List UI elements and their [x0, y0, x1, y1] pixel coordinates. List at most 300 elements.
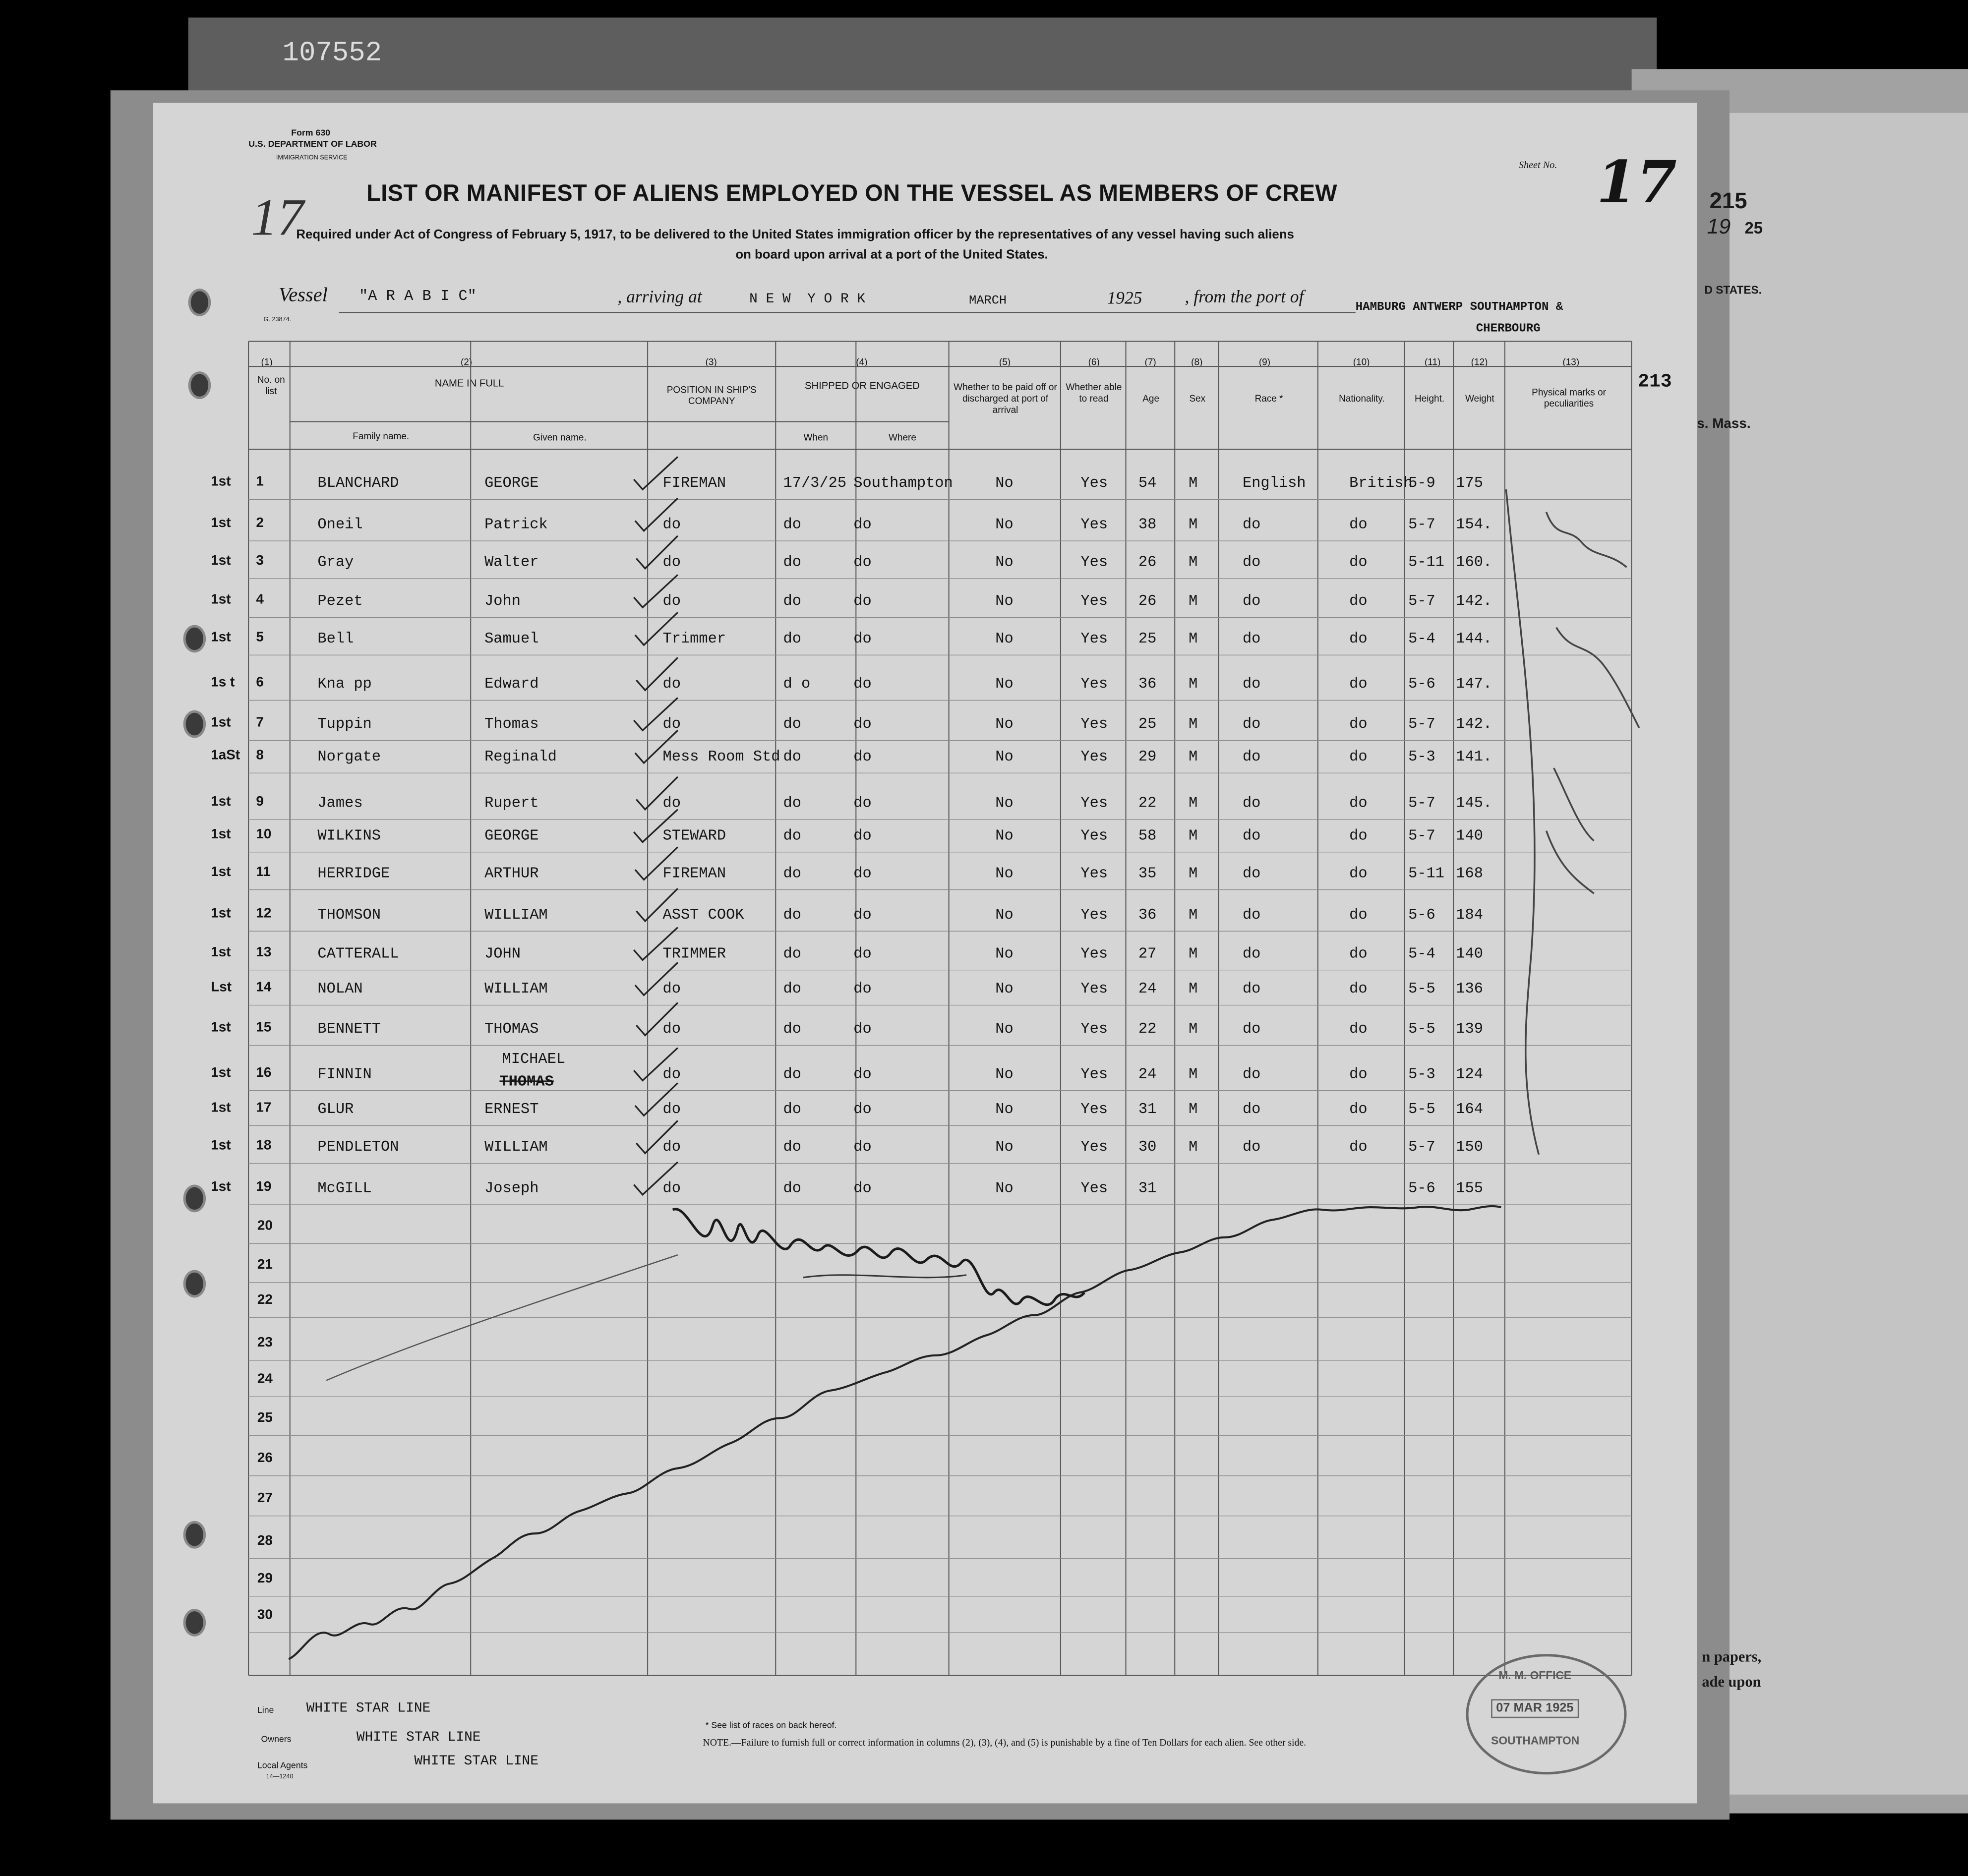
- footer-agents-label: Local Agents: [257, 1761, 308, 1771]
- hw-marks-right: [1506, 489, 1639, 1155]
- cell-height-11: 5-11: [1408, 865, 1444, 882]
- cell-race-3: do: [1242, 553, 1261, 571]
- cell-list-14: Lst: [211, 980, 232, 996]
- cell-race-13: do: [1242, 945, 1261, 963]
- colnum-13: (13): [1562, 356, 1580, 368]
- cell-paid-8: No: [995, 748, 1014, 766]
- from-port-line2: CHERBOURG: [1476, 321, 1541, 335]
- side-frag2: ade upon: [1702, 1673, 1761, 1691]
- col-marks: Physical marks or peculiarities: [1532, 386, 1606, 410]
- cell-where-10: do: [853, 827, 872, 845]
- cell-age-19: 31: [1138, 1179, 1157, 1197]
- cell-weight-6: 147.: [1456, 675, 1492, 693]
- cell-nat-17: do: [1349, 1100, 1368, 1118]
- sheet-label: Sheet No.: [1518, 159, 1557, 171]
- cell-no-10: 10: [256, 827, 272, 842]
- cell-race-17: do: [1242, 1100, 1261, 1118]
- cell-race-5: do: [1242, 630, 1261, 648]
- cell-when-3: do: [783, 553, 801, 571]
- cell-where-2: do: [853, 516, 872, 533]
- cell-when-8: do: [783, 748, 801, 766]
- cell-age-17: 31: [1138, 1100, 1157, 1118]
- col-position: POSITION IN SHIP'S COMPANY: [666, 384, 757, 407]
- cell-given-10: GEORGE: [484, 827, 539, 845]
- cell-where-4: do: [853, 592, 872, 610]
- cell-height-15: 5-5: [1408, 1020, 1435, 1038]
- cell-where-5: do: [853, 630, 872, 648]
- cell-where-11: do: [853, 865, 872, 882]
- cell-nat-11: do: [1349, 865, 1368, 882]
- side-frag1: n papers,: [1702, 1647, 1762, 1665]
- cell-list-16: 1st: [211, 1065, 231, 1081]
- cell-given-6: Edward: [484, 675, 539, 693]
- cell-nat-18: do: [1349, 1138, 1368, 1156]
- cell-family-19: McGILL: [317, 1179, 372, 1197]
- cell-paid-14: No: [995, 980, 1014, 998]
- cell-read-7: Yes: [1080, 715, 1108, 733]
- cell-weight-9: 145.: [1456, 794, 1492, 812]
- vessel-label: Vessel: [278, 285, 328, 306]
- cell-when-14: do: [783, 980, 801, 998]
- col-paid-off: Whether to be paid off or discharged at port of arrival: [954, 381, 1057, 415]
- cell-position-14: do: [662, 980, 681, 998]
- cell-no-5: 5: [256, 630, 264, 645]
- punch-hole-1: [188, 289, 211, 316]
- cell-height-3: 5-11: [1408, 553, 1444, 571]
- cell-when-2: do: [783, 516, 801, 533]
- colnum-8: (8): [1191, 356, 1203, 368]
- cell-nat-13: do: [1349, 945, 1368, 963]
- cell-list-3: 1st: [211, 553, 231, 569]
- cell-when-18: do: [783, 1138, 801, 1156]
- cell-family-7: Tuppin: [317, 715, 372, 733]
- cell-where-7: do: [853, 715, 872, 733]
- cell-no-16: 16: [256, 1065, 272, 1081]
- footer-owners-label: Owners: [261, 1735, 292, 1745]
- cell-age-18: 30: [1138, 1138, 1157, 1156]
- cell-family-5: Bell: [317, 630, 354, 648]
- cell-age-16: 24: [1138, 1065, 1157, 1083]
- manifest-subtitle-2: on board upon arrival at a port of the United States.: [735, 248, 1048, 263]
- cell-no-11: 11: [256, 865, 271, 880]
- cell-paid-18: No: [995, 1138, 1014, 1156]
- cell-when-19: do: [783, 1179, 801, 1197]
- cell-age-14: 24: [1138, 980, 1157, 998]
- empty-row-number-29: 29: [257, 1571, 273, 1586]
- cell-read-4: Yes: [1080, 592, 1108, 610]
- cell-family-12: THOMSON: [317, 906, 381, 924]
- cell-position-3: do: [662, 553, 681, 571]
- cell-sex-3: M: [1189, 553, 1198, 571]
- col-able-read: Whether able to read: [1066, 381, 1122, 405]
- stamp-top: M. M. OFFICE: [1498, 1669, 1572, 1682]
- cell-given-12: WILLIAM: [484, 906, 548, 924]
- cell-no-6: 6: [256, 675, 264, 691]
- cell-where-14: do: [853, 980, 872, 998]
- cell-sex-11: M: [1189, 865, 1198, 882]
- cell-height-5: 5-4: [1408, 630, 1435, 648]
- empty-row-number-22: 22: [257, 1292, 273, 1308]
- cell-sex-4: M: [1189, 592, 1198, 610]
- punch-hole-2: [188, 371, 211, 399]
- cell-sex-6: M: [1189, 675, 1198, 693]
- cell-read-16: Yes: [1080, 1065, 1108, 1083]
- cell-read-1: Yes: [1080, 474, 1108, 492]
- cell-height-8: 5-3: [1408, 748, 1435, 766]
- cell-no-1: 1: [256, 474, 264, 490]
- cell-no-9: 9: [256, 794, 264, 810]
- cell-weight-11: 168: [1456, 865, 1483, 882]
- cell-where-17: do: [853, 1100, 872, 1118]
- signature-murphy: [673, 1209, 1084, 1305]
- cell-paid-2: No: [995, 516, 1014, 533]
- side-states: D STATES.: [1704, 284, 1762, 296]
- cell-nat-15: do: [1349, 1020, 1368, 1038]
- cell-paid-19: No: [995, 1179, 1014, 1197]
- cell-race-1: English: [1242, 474, 1306, 492]
- cell-family-13: CATTERALL: [317, 945, 399, 963]
- cell-weight-14: 136: [1456, 980, 1483, 998]
- colnum-1: (1): [261, 356, 273, 368]
- cell-weight-5: 144.: [1456, 630, 1492, 648]
- cell-no-17: 17: [256, 1100, 272, 1116]
- cell-nat-7: do: [1349, 715, 1368, 733]
- cell-no-12: 12: [256, 906, 272, 921]
- cell-paid-16: No: [995, 1065, 1014, 1083]
- vessel-month: MARCH: [969, 294, 1007, 309]
- cell-list-4: 1st: [211, 592, 231, 608]
- colnum-3: (3): [705, 356, 717, 368]
- signature-underline: [803, 1275, 966, 1278]
- cell-height-13: 5-4: [1408, 945, 1435, 963]
- cell-no-3: 3: [256, 553, 264, 569]
- col-shipped: SHIPPED OR ENGAGED: [805, 380, 920, 392]
- punch-hole-6: [183, 1270, 206, 1298]
- cell-nat-10: do: [1349, 827, 1368, 845]
- cell-no-4: 4: [256, 592, 264, 608]
- vessel-name: "A R A B I C": [358, 287, 477, 305]
- cell-age-15: 22: [1138, 1020, 1157, 1038]
- cell-height-2: 5-7: [1408, 516, 1435, 533]
- footer-line-label: Line: [257, 1706, 274, 1716]
- cell-when-9: do: [783, 794, 801, 812]
- cell-paid-3: No: [995, 553, 1014, 571]
- col-age: Age: [1142, 393, 1160, 405]
- punch-hole-8: [183, 1609, 206, 1637]
- footer-note2: NOTE.—Failure to furnish full or correct information in columns (2), (3), (4), and (5) is punishable by a fine of Ten Dollars for each alien. See other side.: [703, 1737, 1307, 1749]
- col-when: When: [803, 431, 829, 443]
- cell-given-7: Thomas: [484, 715, 539, 733]
- page-number-handwritten: 17: [251, 189, 304, 247]
- cell-when-5: do: [783, 630, 801, 648]
- cell-read-2: Yes: [1080, 516, 1108, 533]
- cell-given-15: THOMAS: [484, 1020, 539, 1038]
- colnum-2: (2): [460, 356, 473, 368]
- form-dept: U.S. DEPARTMENT OF LABOR: [248, 140, 377, 150]
- cell-list-17: 1st: [211, 1100, 231, 1116]
- cell-position-17: do: [662, 1100, 681, 1118]
- cell-weight-4: 142.: [1456, 592, 1492, 610]
- cell-paid-15: No: [995, 1020, 1014, 1038]
- sheet-number-handwritten: 17: [1596, 148, 1677, 216]
- cell-no-7: 7: [256, 715, 264, 731]
- cell-read-11: Yes: [1080, 865, 1108, 882]
- cell-read-8: Yes: [1080, 748, 1108, 766]
- cell-position-1: FIREMAN: [662, 474, 726, 492]
- cell-nat-6: do: [1349, 675, 1368, 693]
- vessel-port: N E W Y O R K: [749, 292, 866, 308]
- cell-race-9: do: [1242, 794, 1261, 812]
- cell-paid-12: No: [995, 906, 1014, 924]
- from-port-label: , from the port of: [1185, 289, 1304, 308]
- cell-given-17: ERNEST: [484, 1100, 539, 1118]
- cell-weight-8: 141.: [1456, 748, 1492, 766]
- cell-paid-4: No: [995, 592, 1014, 610]
- cell-nat-1: British: [1349, 474, 1413, 492]
- cell-no-19: 19: [256, 1179, 272, 1195]
- cell-sex-7: M: [1189, 715, 1198, 733]
- col-sex: Sex: [1189, 393, 1206, 405]
- cell-when-15: do: [783, 1020, 801, 1038]
- cell-position-10: STEWARD: [662, 827, 726, 845]
- empty-row-number-20: 20: [257, 1218, 273, 1234]
- empty-row-number-28: 28: [257, 1533, 273, 1549]
- cell-sex-15: M: [1189, 1020, 1198, 1038]
- cell-family-16: FINNIN: [317, 1065, 372, 1083]
- cell-weight-19: 155: [1456, 1179, 1483, 1197]
- cell-given-19: Joseph: [484, 1179, 539, 1197]
- col-where: Where: [889, 431, 916, 443]
- manifest-subtitle-1: Required under Act of Congress of February 5, 1917, to be delivered to the United States immigration officer by the representatives of any vessel having such aliens: [296, 228, 1294, 242]
- cell-age-13: 27: [1138, 945, 1157, 963]
- cell-read-6: Yes: [1080, 675, 1108, 693]
- colnum-9: (9): [1258, 356, 1271, 368]
- cell-list-18: 1st: [211, 1138, 231, 1154]
- cell-family-14: NOLAN: [317, 980, 363, 998]
- colnum-12: (12): [1471, 356, 1488, 368]
- cell-given-5: Samuel: [484, 630, 539, 648]
- cell-read-18: Yes: [1080, 1138, 1108, 1156]
- cell-nat-5: do: [1349, 630, 1368, 648]
- cell-no-15: 15: [256, 1020, 272, 1036]
- cell-family-6: Kna pp: [317, 675, 372, 693]
- cell-paid-13: No: [995, 945, 1014, 963]
- cell-sex-2: M: [1189, 516, 1198, 533]
- form-number: Form 630: [291, 129, 331, 138]
- cell-age-12: 36: [1138, 906, 1157, 924]
- from-port-line1: HAMBURG ANTWERP SOUTHAMPTON &: [1355, 299, 1563, 314]
- cell-position-13: TRIMMER: [662, 945, 726, 963]
- cell-weight-17: 164: [1456, 1100, 1483, 1118]
- cell-nat-12: do: [1349, 906, 1368, 924]
- cell-position-11: FIREMAN: [662, 865, 726, 882]
- punch-hole-3: [183, 625, 206, 653]
- cell-weight-16: 124: [1456, 1065, 1483, 1083]
- colnum-10: (10): [1353, 356, 1370, 368]
- cell-height-7: 5-7: [1408, 715, 1435, 733]
- cell-no-14: 14: [256, 980, 272, 996]
- colnum-11: (11): [1424, 356, 1441, 368]
- cell-weight-13: 140: [1456, 945, 1483, 963]
- col-no-on-list: No. on list: [257, 374, 285, 397]
- cell-position-9: do: [662, 794, 681, 812]
- cell-sex-13: M: [1189, 945, 1198, 963]
- cell-when-13: do: [783, 945, 801, 963]
- cell-list-7: 1st: [211, 715, 231, 731]
- empty-row-number-21: 21: [257, 1257, 273, 1273]
- cell-when-11: do: [783, 865, 801, 882]
- cell-race-18: do: [1242, 1138, 1261, 1156]
- cell-height-9: 5-7: [1408, 794, 1435, 812]
- cell-list-2: 1st: [211, 516, 231, 531]
- cell-read-19: Yes: [1080, 1179, 1108, 1197]
- cell-given-16: MICHAEL: [502, 1050, 566, 1068]
- cell-nat-8: do: [1349, 748, 1368, 766]
- cell-height-17: 5-5: [1408, 1100, 1435, 1118]
- cell-position-2: do: [662, 516, 681, 533]
- cell-family-18: PENDLETON: [317, 1138, 399, 1156]
- cell-race-8: do: [1242, 748, 1261, 766]
- cell-when-10: do: [783, 827, 801, 845]
- cell-family-10: WILKINS: [317, 827, 381, 845]
- col-weight: Weight: [1465, 393, 1494, 405]
- cell-sex-14: M: [1189, 980, 1198, 998]
- cell-nat-2: do: [1349, 516, 1368, 533]
- cell-list-11: 1st: [211, 865, 231, 880]
- cell-paid-10: No: [995, 827, 1014, 845]
- cell-paid-17: No: [995, 1100, 1014, 1118]
- cell-when-16: do: [783, 1065, 801, 1083]
- cell-paid-9: No: [995, 794, 1014, 812]
- stamp-bottom: SOUTHAMPTON: [1491, 1734, 1580, 1747]
- cell-read-10: Yes: [1080, 827, 1108, 845]
- cell-family-4: Pezet: [317, 592, 363, 610]
- cell-sex-18: M: [1189, 1138, 1198, 1156]
- colnum-6: (6): [1088, 356, 1100, 368]
- cell-read-3: Yes: [1080, 553, 1108, 571]
- cell-sex-12: M: [1189, 906, 1198, 924]
- cell-race-15: do: [1242, 1020, 1261, 1038]
- cell-paid-11: No: [995, 865, 1014, 882]
- cell-list-1: 1st: [211, 474, 231, 490]
- cell-read-5: Yes: [1080, 630, 1108, 648]
- cell-given-8: Reginald: [484, 748, 557, 766]
- cell-height-14: 5-5: [1408, 980, 1435, 998]
- cell-nat-3: do: [1349, 553, 1368, 571]
- cell-position-4: do: [662, 592, 681, 610]
- colnum-4: (4): [856, 356, 868, 368]
- cell-where-3: do: [853, 553, 872, 571]
- col-height: Height.: [1414, 393, 1445, 405]
- cell-list-13: 1st: [211, 945, 231, 960]
- empty-row-number-24: 24: [257, 1371, 273, 1387]
- cell-where-13: do: [853, 945, 872, 963]
- cell-given-14: WILLIAM: [484, 980, 548, 998]
- col-given-name: Given name.: [533, 431, 587, 443]
- cell-given-4: John: [484, 592, 521, 610]
- footer-line-value: WHITE STAR LINE: [306, 1701, 431, 1717]
- cell-sex-1: M: [1189, 474, 1198, 492]
- cell-race-12: do: [1242, 906, 1261, 924]
- cell-given-2: Patrick: [484, 516, 548, 533]
- cell-height-4: 5-7: [1408, 592, 1435, 610]
- cell-race-10: do: [1242, 827, 1261, 845]
- punch-hole-7: [183, 1521, 206, 1549]
- cell-race-11: do: [1242, 865, 1261, 882]
- col-nationality: Nationality.: [1339, 393, 1385, 405]
- empty-row-number-27: 27: [257, 1491, 273, 1506]
- cell-no-13: 13: [256, 945, 272, 960]
- empty-row-number-23: 23: [257, 1335, 273, 1350]
- cell-race-4: do: [1242, 592, 1261, 610]
- cell-given-13: JOHN: [484, 945, 521, 963]
- cell-list-6: 1s t: [211, 675, 235, 691]
- cell-when-12: do: [783, 906, 801, 924]
- cell-where-18: do: [853, 1138, 872, 1156]
- cell-given-3: Walter: [484, 553, 539, 571]
- cell-family-1: BLANCHARD: [317, 474, 399, 492]
- cell-weight-12: 184: [1456, 906, 1483, 924]
- cell-where-19: do: [853, 1179, 872, 1197]
- cell-race-16: do: [1242, 1065, 1261, 1083]
- cell-where-16: do: [853, 1065, 872, 1083]
- cell-weight-10: 140: [1456, 827, 1483, 845]
- cell-paid-1: No: [995, 474, 1014, 492]
- cell-family-3: Gray: [317, 553, 354, 571]
- form-code: G. 23874.: [263, 316, 292, 324]
- side-mass: s. Mass.: [1697, 416, 1751, 432]
- cell-weight-3: 160.: [1456, 553, 1492, 571]
- cell-sex-5: M: [1189, 630, 1198, 648]
- cell-position-7: do: [662, 715, 681, 733]
- empty-row-number-30: 30: [257, 1607, 273, 1623]
- cell-height-10: 5-7: [1408, 827, 1435, 845]
- cell-where-6: do: [853, 675, 872, 693]
- cell-position-19: do: [662, 1179, 681, 1197]
- cell-given-18: WILLIAM: [484, 1138, 548, 1156]
- cell-height-12: 5-6: [1408, 906, 1435, 924]
- arriving-label: , arriving at: [617, 289, 702, 308]
- cell-given-1: GEORGE: [484, 474, 539, 492]
- footer-form-code: 14—1240: [266, 1773, 294, 1781]
- cell-weight-7: 142.: [1456, 715, 1492, 733]
- cell-family-9: James: [317, 794, 363, 812]
- cell-list-8: 1aSt: [211, 748, 240, 763]
- cell-position-8: Mess Room Std: [662, 748, 780, 766]
- cell-when-6: d o: [783, 675, 811, 693]
- cell-sex-16: M: [1189, 1065, 1198, 1083]
- cell-position-6: do: [662, 675, 681, 693]
- cell-nat-14: do: [1349, 980, 1368, 998]
- page-stamp: 213: [1638, 371, 1672, 393]
- cell-list-5: 1st: [211, 630, 231, 645]
- punch-hole-4: [183, 710, 206, 738]
- cell-given-struck-16: THOMAS: [499, 1073, 554, 1091]
- cell-position-5: Trimmer: [662, 630, 726, 648]
- cell-age-5: 25: [1138, 630, 1157, 648]
- col-family-name: Family name.: [353, 430, 410, 442]
- empty-row-number-25: 25: [257, 1410, 273, 1426]
- col-name-in-full: NAME IN FULL: [434, 377, 504, 389]
- cell-position-12: ASST COOK: [662, 906, 744, 924]
- cell-age-6: 36: [1138, 675, 1157, 693]
- cell-age-1: 54: [1138, 474, 1157, 492]
- cell-weight-2: 154.: [1456, 516, 1492, 533]
- cell-where-9: do: [853, 794, 872, 812]
- cell-age-8: 29: [1138, 748, 1157, 766]
- cell-position-15: do: [662, 1020, 681, 1038]
- col-race: Race *: [1254, 393, 1283, 405]
